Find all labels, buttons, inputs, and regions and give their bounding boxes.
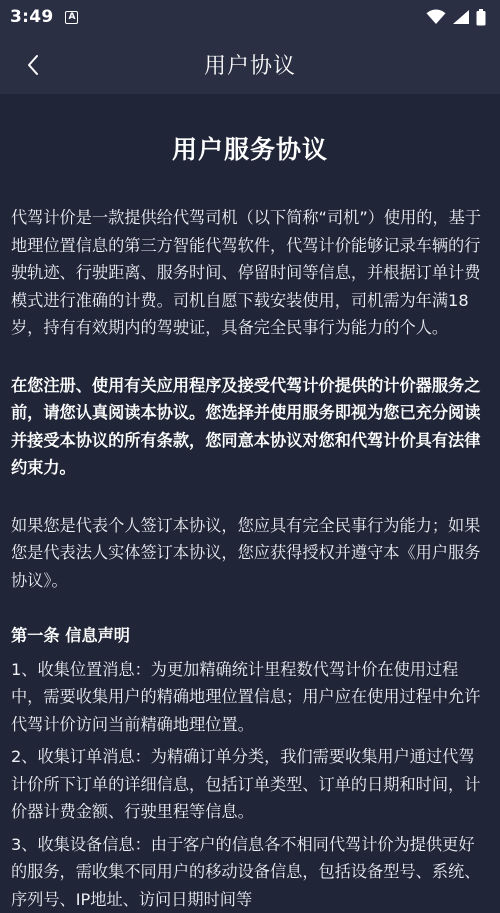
section-title: 第一条 信息声明 — [11, 622, 489, 650]
battery-icon — [476, 9, 486, 26]
page-title: 用户协议 — [204, 49, 296, 80]
intro-paragraph: 代驾计价是一款提供给代驾司机（以下简称“司机”）使用的，基于地理位置信息的第三方智能代驾软件，代驾计价能够记录车辆的行驶轨迹、行驶距离、服务时间、停留时间等信息，并根据订单计费模式进行准确的计费。司机自愿下载安装使用，司机需为年满18岁，持有有效期内的驾驶证，具备完全民事行为能力的个人。 — [11, 204, 489, 342]
list-item: 2、收集订单消息：为精确订单分类，我们需要收集用户通过代驾计价所下订单的详细信息，包括订单类型、订单的日期和时间，计价器计费金额、行驶里程等信息。 — [11, 743, 489, 826]
notification-icon: A — [65, 11, 78, 24]
document-title: 用户服务协议 — [11, 130, 489, 166]
status-bar — [0, 0, 500, 34]
agreement-content[interactable] — [0, 94, 500, 888]
wifi-icon — [426, 9, 446, 25]
signal-icon — [452, 9, 470, 25]
list-item: 1、收集位置消息：为更加精确统计里程数代驾计价在使用过程中，需要收集用户的精确地理位置信息；用户应在使用过程中允许代驾计价访问当前精确地理位置。 — [11, 656, 489, 739]
chevron-left-icon — [26, 54, 40, 76]
app-bar — [0, 34, 500, 94]
notice-paragraph: 在您注册、使用有关应用程序及接受代驾计价提供的计价器服务之前，请您认真阅读本协议。您选择并使用服务即视为您已充分阅读并接受本协议的所有条款，您同意本协议对您和代驾计价具有法律约束力。 — [11, 372, 489, 482]
signing-paragraph: 如果您是代表个人签订本协议，您应具有完全民事行为能力；如果您是代表法人实体签订本协议，您应获得授权并遵守本《用户服务协议》。 — [11, 512, 489, 595]
back-button[interactable] — [16, 48, 50, 82]
status-time: 3:49 — [10, 7, 53, 27]
status-icons — [426, 9, 486, 26]
list-item: 3、收集设备信息：由于客户的信息各不相同代驾计价为提供更好的服务，需收集不同用户的移动设备信息，包括设备型号、系统、序列号、IP地址、访问日期时间等 — [11, 831, 489, 913]
